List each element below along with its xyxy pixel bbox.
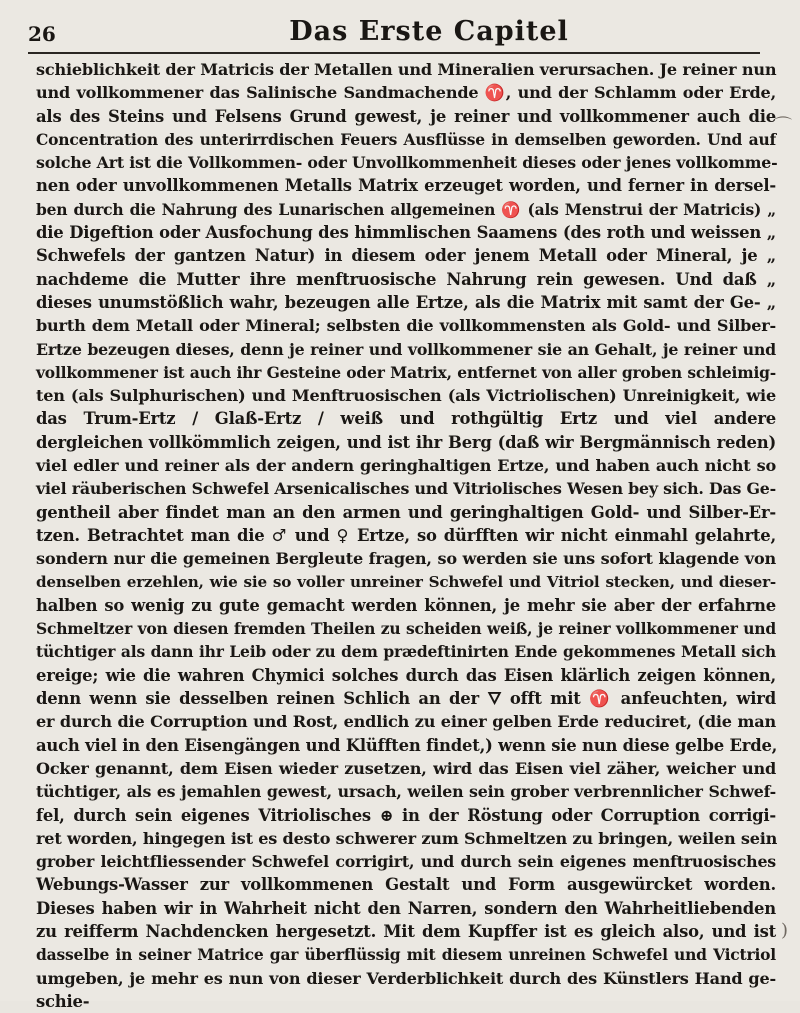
text-line: tüchtiger, als es jemahlen gewest, ursach, weilen sein grober verbrennlicher Schwef- <box>36 782 776 802</box>
text-line: Ertze bezeugen dieses, denn je reiner und vollkommener sie an Gehalt, je reiner und <box>36 339 776 359</box>
page-number: 26 <box>28 22 56 46</box>
text-line: ten (als Sulphurischen) und Menftruosischen (als Victriolischen) Unreinigkeit, wie <box>36 386 776 406</box>
text-line: dieses unumstößlich wahr, bezeugen alle Ertze, als die Matrix mit samt der Ge- „ <box>36 292 776 312</box>
text-line: die Digeftion oder Ausfochung des himmlischen Saamens (des roth und weissen „ <box>36 223 776 243</box>
text-line: tzen. Betrachtet man die ♂ und ♀ Ertze, so dürfften wir nicht einmahl gelahrte, <box>36 525 776 545</box>
text-line: das Trum-Ertz / Glaß-Ertz / weiß und rothgültig Ertz und viel andere <box>36 409 776 429</box>
text-line: ben durch die Nahrung des Lunarischen allgemeinen ♈ (als Menstrui der Matricis) „ <box>36 199 776 219</box>
text-line: vollkommener ist auch ihr Gesteine oder Matrix, entfernet von aller groben schleimig- <box>36 362 776 382</box>
margin-pencil-mark: ) <box>780 920 788 941</box>
text-line: als des Steins und Felsens Grund gewest, je reiner und vollkommener auch die <box>36 106 776 126</box>
text-line: tüchtiger als dann ihr Leib oder zu dem prædeftinirten Ende gekommenes Metall sich <box>36 642 776 662</box>
text-line: burth dem Metall oder Mineral; selbsten die vollkommensten als Gold- und Silber- <box>36 316 776 336</box>
text-line: auch viel in den Eisengängen und Klüfften findet,) wenn sie nun diese gelbe Erde, <box>36 735 778 755</box>
text-line: fel, durch sein eigenes Vitriolisches ⊕ in der Röstung oder Corruption corrigi- <box>36 805 776 825</box>
text-line: sondern nur die gemeinen Bergleute fragen, so werden sie uns sofort klagende von <box>36 549 776 569</box>
text-line: viel räuberischen Schwefel Arsenicalisches und Vitriolisches Wesen bey sich. Das Ge- <box>36 479 776 499</box>
text-line: gentheil aber findet man an den armen und geringhaltigen Gold- und Silber-Er- <box>36 502 776 522</box>
text-line: Webungs-Wasser zur vollkommenen Gestalt und Form ausgewürcket worden. <box>36 875 776 895</box>
text-line: viel edler und reiner als der andern geringhaltigen Ertze, und haben auch nicht so <box>36 456 776 476</box>
text-line: umgeben, je mehr es nun von dieser Verderblichkeit durch des Künstlers Hand ge- <box>36 968 776 988</box>
text-line: zu reifferm Nachdencken hergesetzt. Mit dem Kupffer ist es gleich also, und ist <box>36 921 776 941</box>
text-line: nachdeme die Mutter ihre menftruosische Nahrung rein gewesen. Und daß „ <box>36 269 776 289</box>
text-line: halben so wenig zu gute gemacht werden können, je mehr sie aber der erfahrne <box>36 595 776 615</box>
text-line: und vollkommener das Salinische Sandmachende ♈, und der Schlamm oder Erde, <box>36 83 776 103</box>
running-head: Das Erste Capitel <box>289 16 569 47</box>
page-header <box>28 16 760 50</box>
text-line: denselben erzehlen, wie sie so voller unreiner Schwefel und Vitriol stecken, und dieser- <box>36 572 776 591</box>
text-line: schie- <box>36 991 90 1011</box>
header-rule <box>28 52 760 54</box>
text-line: Dieses haben wir in Wahrheit nicht den Narren, sondern den Wahrheitliebenden <box>36 898 776 918</box>
text-line: er durch die Corruption und Rost, endlich zu einer gelben Erde reduciret, (die man <box>36 712 776 732</box>
text-line: Schwefels der gantzen Natur) in diesem oder jenem Metall oder Mineral, je „ <box>36 246 776 266</box>
body-text <box>36 58 776 1013</box>
text-line: dergleichen vollkömmlich zeigen, und ist ihr Berg (daß wir Bergmännisch reden) <box>36 432 776 452</box>
text-line: nen oder unvollkommenen Metalls Matrix erzeuget worden, und ferner in dersel- <box>36 176 776 196</box>
text-line: ret worden, hingegen ist es desto schwerer zum Schmeltzen zu bringen, weilen sein <box>36 828 778 848</box>
text-line: solche Art ist die Vollkommen- oder Unvollkommenheit dieses oder jenes vollkomme- <box>36 153 778 173</box>
text-line: denn wenn sie desselben reinen Schlich an der 🜄 offt mit ♈ anfeuchten, wird <box>36 689 776 709</box>
text-line: Concentration des unterirrdischen Feuers Ausflüsse in demselben geworden. Und auf <box>36 129 776 149</box>
margin-pencil-mark: ⌒ <box>774 116 792 137</box>
text-line: Ocker genannt, dem Eisen wieder zusetzen, wird das Eisen viel zäher, weicher und <box>36 758 776 778</box>
text-line: Schmeltzer von diesen fremden Theilen zu scheiden weiß, je reiner vollkommener und <box>36 619 776 639</box>
text-line: schieblichkeit der Matricis der Metallen und Mineralien verursachen. Je reiner nun <box>36 60 777 79</box>
text-line: dasselbe in seiner Matrice gar überflüssig mit diesem unreinen Schwefel und Victriol <box>36 945 776 965</box>
text-line: ereige; wie die wahren Chymici solches durch das Eisen klärlich zeigen können, <box>36 665 776 685</box>
text-line: grober leichtfliessender Schwefel corrigirt, und durch sein eigenes menftruosisches <box>36 852 776 872</box>
